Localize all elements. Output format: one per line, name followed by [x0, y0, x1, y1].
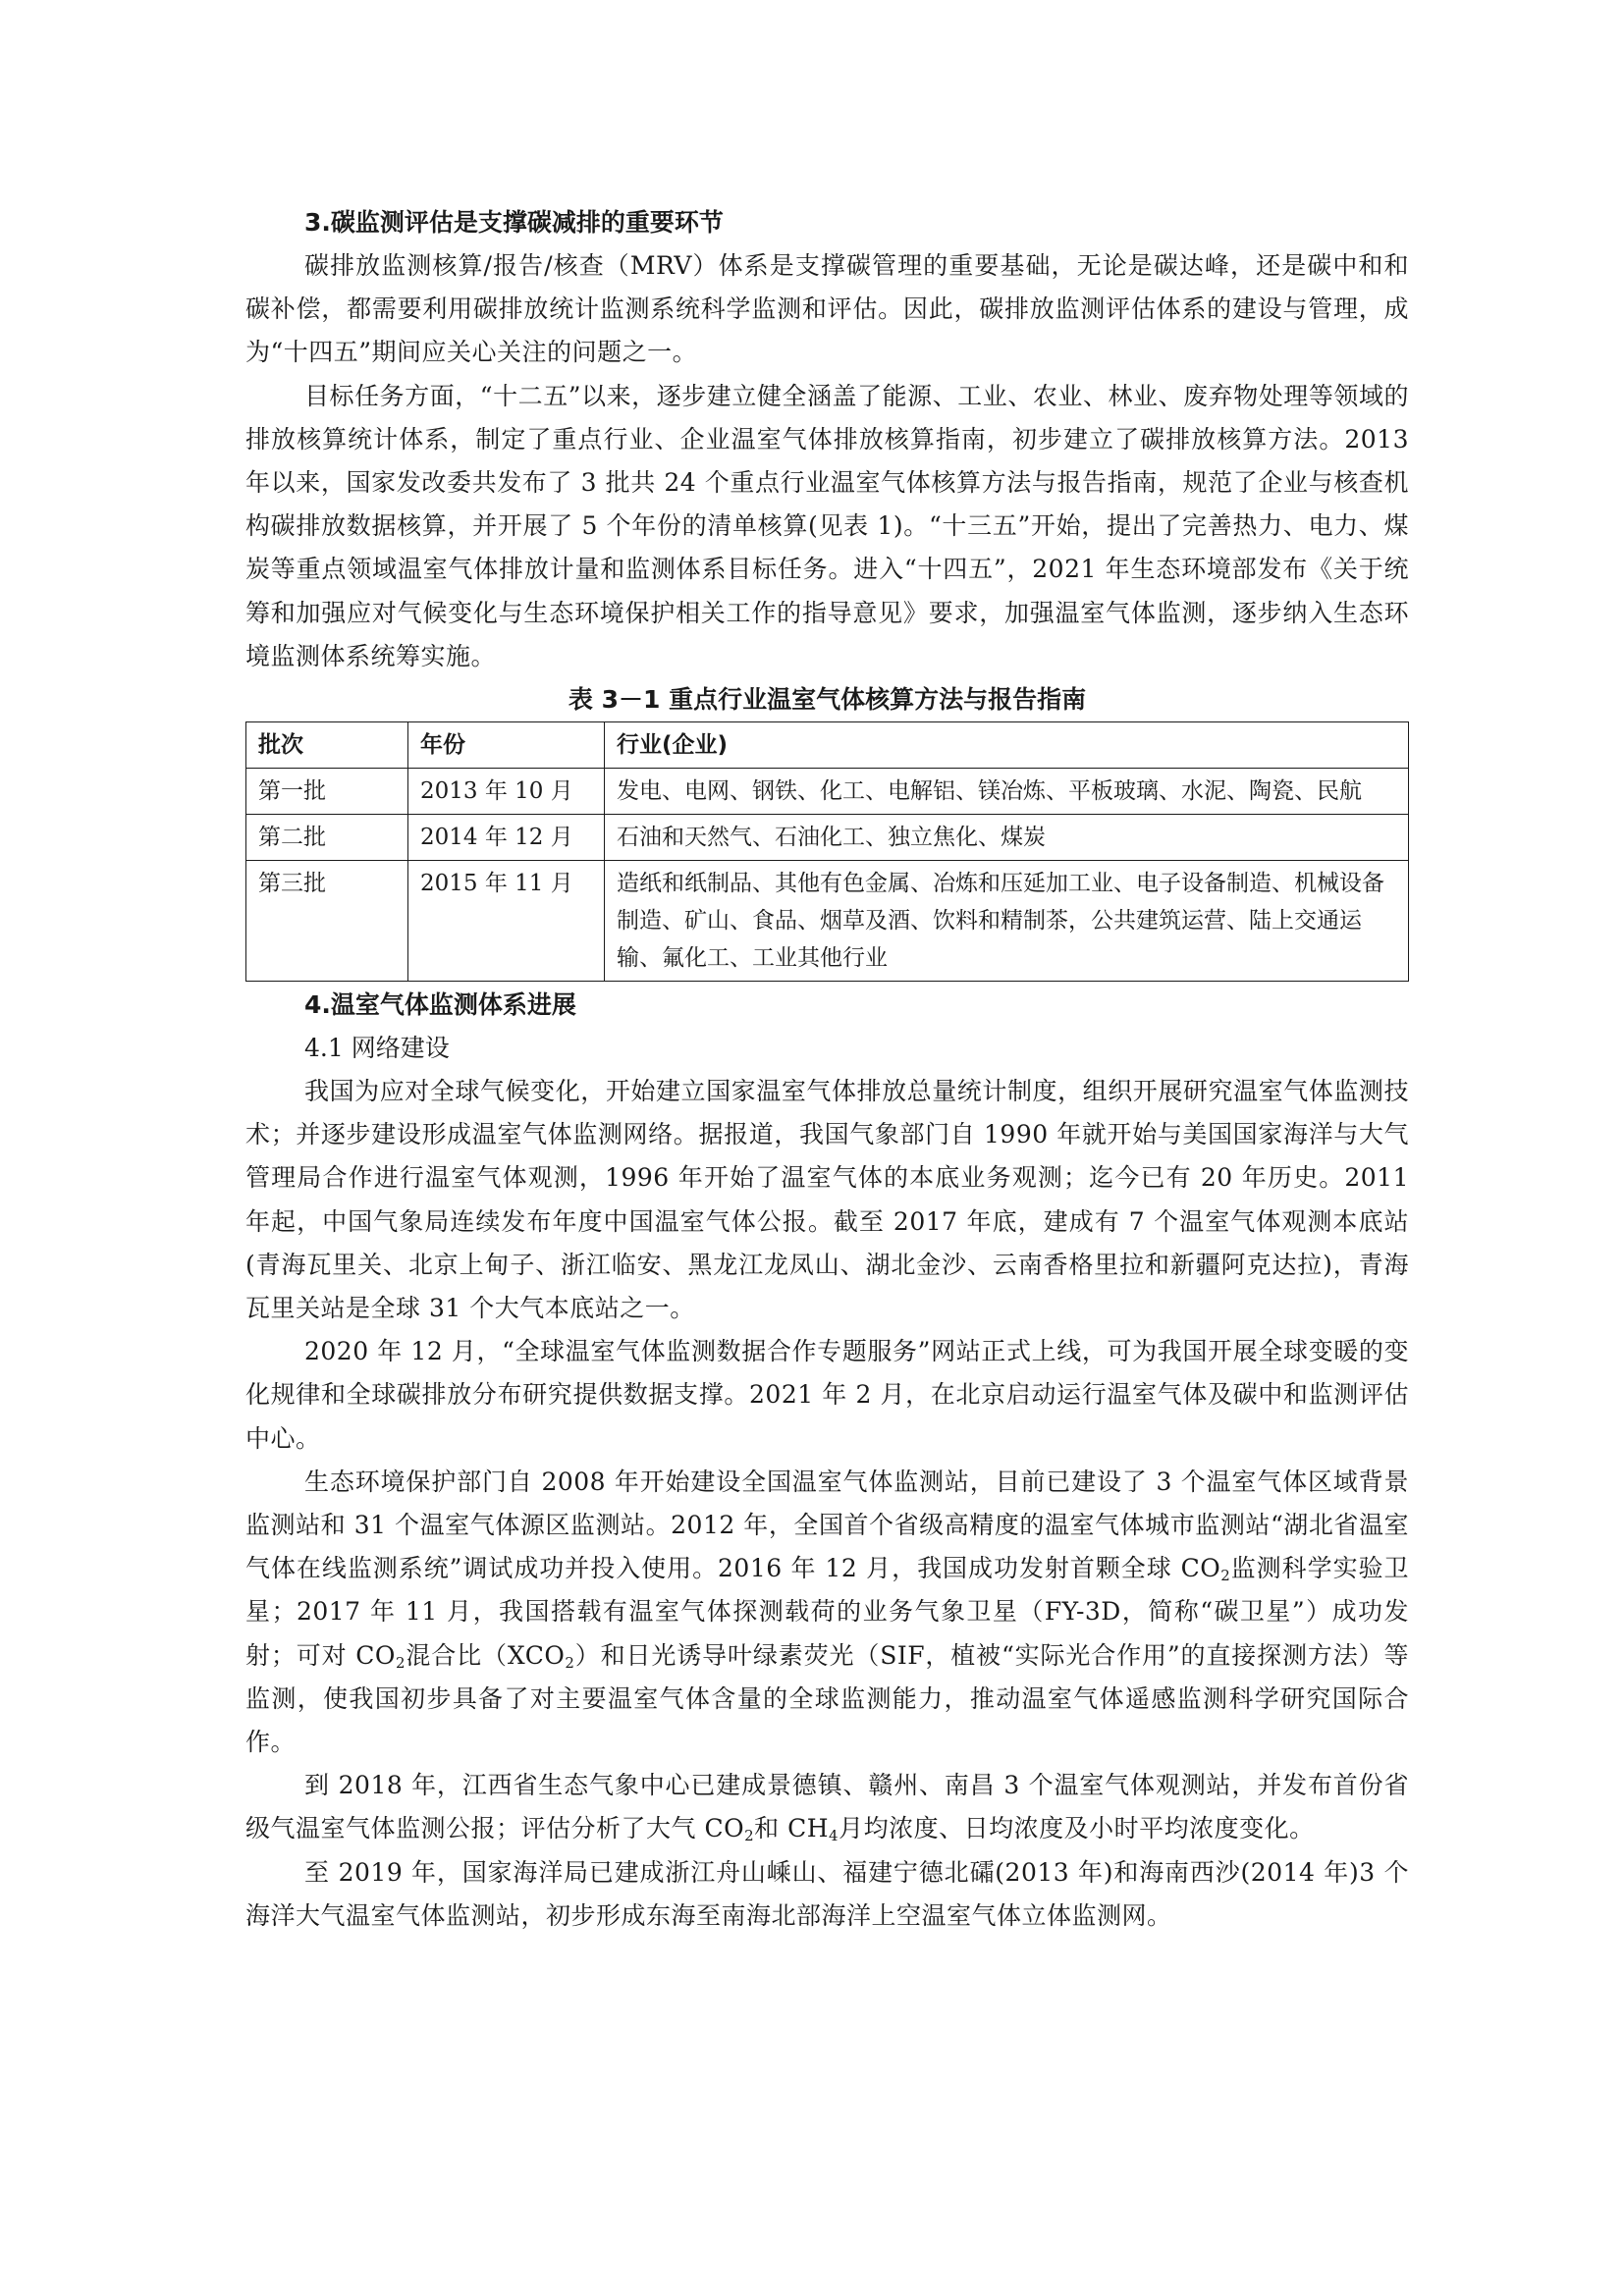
table-caption: 表 3－1 重点行业温室气体核算方法与报告指南 [568, 685, 1087, 715]
text-run: 到 2018 年，江西省生态气象中心已建成景德镇、赣州、南昌 3 个温室气体观测站，并发布首份省级气温室气体监测公报；评估分析了大气 CO [245, 1771, 1409, 1843]
section-4-heading: 4.温室气体监测体系进展 [304, 990, 576, 1020]
header-year: 年份 [408, 722, 605, 769]
cell-batch: 第一批 [246, 769, 408, 815]
text-run: ）和日光诱导叶绿素荧光（SIF，植被“实际光合作用”的直接探测方法）等监测，使我国初步具备了对主要温室气体含量的全球监测能力，推动温室气体遥感监测科学研究国际合作。 [245, 1640, 1410, 1757]
section-4-paragraph-5: 至 2019 年，国家海洋局已建成浙江舟山嵊山、福建宁德北礵(2013 年)和海南西沙(2014 年)3 个海洋大气温室气体监测站，初步形成东海至南海北部海洋上空温室气体立体监测网。 [245, 1857, 1409, 1930]
text-run: 生态环境保护部门自 2008 年开始建设全国温室气体监测站，目前已建设了 3 个温室气体区域背景监测站和 31 个温室气体源区监测站。2012 年，全国首个省级高精度的温室气体城市监测站“湖北省温室气体在线监测系统”调试成功并投入使用。2016 年 12 月，我国成功发射首颗全球 CO [245, 1467, 1409, 1583]
section-3-paragraph-1: 碳排放监测核算/报告/核查（MRV）体系是支撑碳管理的重要基础，无论是碳达峰，还是碳中和和碳补偿，都需要利用碳排放统计监测系统科学监测和评估。因此，碳排放监测评估体系的建设与管理，成为“十四五”期间应关心关注的问题之一。 [245, 251, 1409, 367]
section-4-1-subheading: 4.1 网络建设 [304, 1034, 450, 1063]
text-run: 月均浓度、日均浓度及小时平均浓度变化。 [839, 1814, 1315, 1843]
document-page [245, 201, 1409, 1938]
table-row [246, 769, 1409, 815]
cell-year: 2014 年 12 月 [408, 815, 605, 861]
cell-batch: 第三批 [246, 861, 408, 982]
header-industry: 行业(企业) [605, 722, 1409, 769]
section-4-paragraph-4 [245, 1764, 1409, 1850]
subscript: 4 [829, 1827, 839, 1845]
cell-industry: 发电、电网、钢铁、化工、电解铝、镁冶炼、平板玻璃、水泥、陶瓷、民航 [605, 769, 1409, 815]
section-4-paragraph-2: 2020 年 12 月，“全球温室气体监测数据合作专题服务”网站正式上线，可为我国开展全球变暖的变化规律和全球碳排放分布研究提供数据支撑。2021 年 2 月，在北京启动运行温室气体及碳中和监测评估中心。 [245, 1337, 1409, 1453]
subscript: 2 [744, 1827, 755, 1845]
cell-year: 2013 年 10 月 [408, 769, 605, 815]
text-run: 和 CH [754, 1814, 830, 1843]
table-header-row [246, 722, 1409, 769]
header-batch: 批次 [246, 722, 408, 769]
cell-industry: 石油和天然气、石油化工、独立焦化、煤炭 [605, 815, 1409, 861]
table-row [246, 861, 1409, 982]
cell-batch: 第二批 [246, 815, 408, 861]
cell-year: 2015 年 11 月 [408, 861, 605, 982]
text-run: 监测科学实验卫星；2017 年 11 月，我国搭载有温室气体探测载荷的业务气象卫星（FY-3D，简称“碳卫星”）成功发射；可对 CO [245, 1554, 1409, 1670]
subscript: 2 [395, 1653, 406, 1672]
section-4-paragraph-1: 我国为应对全球气候变化，开始建立国家温室气体排放总量统计制度，组织开展研究温室气体监测技术；并逐步建设形成温室气体监测网络。据报道，我国气象部门自 1990 年就开始与美国国家海洋与大气管理局合作进行温室气体观测，1996 年开始了温室气体的本底业务观测；迄今已有 20 年历史。2011 年起，中国气象局连续发布年度中国温室气体公报。截至 2017 年底，建成有 7 个温室气体观测本底站(青海瓦里关、北京上甸子、浙江临安、黑龙江龙凤山、湖北金沙、云南香格里拉和新疆阿克达拉)，青海瓦里关站是全球 31 个大气本底站之一。 [245, 1077, 1409, 1323]
cell-industry: 造纸和纸制品、其他有色金属、冶炼和压延加工业、电子设备制造、机械设备制造、矿山、食品、烟草及酒、饮料和精制茶，公共建筑运营、陆上交通运输、氟化工、工业其他行业 [605, 861, 1409, 982]
text-run: 混合比（XCO [405, 1640, 566, 1670]
subscript: 2 [1220, 1567, 1231, 1585]
subscript: 2 [565, 1653, 575, 1672]
section-3-paragraph-2: 目标任务方面，“十二五”以来，逐步建立健全涵盖了能源、工业、农业、林业、废弃物处理等领域的排放核算统计体系，制定了重点行业、企业温室气体排放核算指南，初步建立了碳排放核算方法。2013 年以来，国家发改委共发布了 3 批共 24 个重点行业温室气体核算方法与报告指南，规范了企业与核查机构碳排放数据核算，并开展了 5 个年份的清单核算(见表 1)。“十三五”开始，提出了完善热力、电力、煤炭等重点领域温室气体排放计量和监测体系目标任务。进入“十四五”，2021 年生态环境部发布《关于统筹和加强应对气候变化与生态环境保护相关工作的指导意见》要求，加强温室气体监测，逐步纳入生态环境监测体系统筹实施。 [245, 381, 1409, 670]
guidelines-table [245, 721, 1409, 982]
table-row [246, 815, 1409, 861]
section-4-paragraph-3 [245, 1461, 1409, 1764]
section-3-heading: 3.碳监测评估是支撑碳减排的重要环节 [304, 208, 724, 237]
